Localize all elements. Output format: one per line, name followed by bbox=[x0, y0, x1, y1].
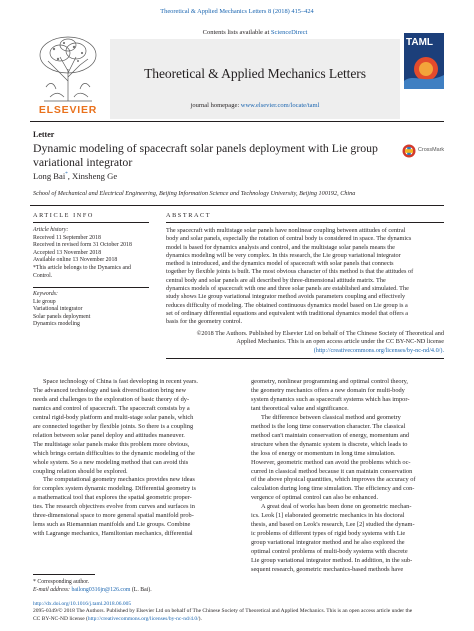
journal-cover bbox=[404, 33, 444, 89]
authors bbox=[33, 171, 117, 181]
body-line: group variational integrator method and he also explored the bbox=[251, 539, 405, 547]
contents-line bbox=[110, 29, 400, 37]
email-line bbox=[33, 587, 243, 595]
footer-license-suffix: ). bbox=[198, 615, 202, 622]
crossmark-icon bbox=[402, 144, 416, 158]
body-line: system dynamics such as spacecraft systems which has impor- bbox=[251, 395, 410, 403]
history-heading: Article history: bbox=[33, 227, 69, 233]
elsevier-tree-icon bbox=[30, 31, 106, 103]
contents-prefix: Contents lists available at bbox=[202, 29, 271, 36]
history-item: Control. bbox=[33, 272, 53, 279]
author-first: Long Bai bbox=[33, 171, 66, 181]
abstract-line: set of ordinary differential equations and equivalent with traditional dynamics model that offers a bbox=[166, 309, 409, 317]
history-item: Received 11 September 2018 bbox=[33, 234, 101, 241]
body-line: The advanced technology and task diversification bring new bbox=[33, 386, 187, 394]
article-info-heading: ARTICLE INFO bbox=[33, 212, 94, 219]
sciencedirect-link[interactable]: ScienceDirect bbox=[270, 29, 308, 36]
body-line: method is the long time conservation character. The classical bbox=[251, 422, 406, 430]
abstract-line: dynamics modeling will be very complex. In this research, the Lie group variational integrator bbox=[166, 251, 401, 259]
abstract-line: model is based for dynamics analysis and control, and the multistage solar panels means the bbox=[166, 243, 395, 251]
doi-link[interactable]: http://dx.doi.org/10.1016/j.taml.2018.06.005 bbox=[33, 601, 132, 607]
footnote-rule bbox=[33, 574, 95, 575]
homepage-line bbox=[110, 102, 400, 110]
body-line: vergence of optimal control can also be enhanced. bbox=[251, 494, 379, 502]
body-line: coupling relation should be explored. bbox=[33, 467, 128, 475]
history-item: Received in revised form 31 October 2018 bbox=[33, 242, 132, 249]
keyword-item: Lie group bbox=[33, 298, 56, 305]
abstract-line: central body and solar panels are all described by three-dimensional attitude matrix. The bbox=[166, 276, 386, 284]
body-line: Space technology of China is fast developing in recent years. bbox=[43, 378, 199, 385]
abstract-line: body and solar panels, especially the rotation of central body is considered in space. The dynamics bbox=[166, 235, 412, 243]
footer-license-link[interactable]: http://creativecommons.org/licenses/by-nc-nd/4.0/ bbox=[87, 615, 199, 622]
abstract-line: method is introduced, and the dynamics model of spacecraft with solar panels that connects bbox=[166, 260, 394, 268]
body-line: the loss of energy or momentum in long time simulation. bbox=[251, 449, 396, 457]
abstract-line: together by flexible joints is built. The most obvious character of this method is that the attitudes of bbox=[166, 268, 414, 276]
body-line: which brings certain difficulties to the dynamic modeling of the bbox=[33, 449, 195, 457]
body-line: of the above physical quantities, which improves the accuracy of bbox=[251, 476, 416, 484]
cover-title: TAML bbox=[406, 37, 434, 48]
author-mark[interactable]: * bbox=[65, 172, 68, 178]
body-line: whole system. So a new modeling method that can avoid this bbox=[33, 458, 189, 466]
abstract-line: study shows Lie group variational integrator method avoids parameters coupling and effectively bbox=[166, 293, 406, 301]
body-line: a mathematical tool that explores the spatial geometric proper- bbox=[33, 494, 192, 502]
keywords-heading: Keywords: bbox=[33, 291, 58, 297]
keyword-item: Solar panels deployment bbox=[33, 313, 91, 320]
body-line: relation between solar panel deploy and attitudes maneuver. bbox=[33, 431, 185, 439]
body-line: A great deal of works has been done on geometric mechan- bbox=[261, 503, 412, 511]
history-item: *This article belongs to the Dynamics and bbox=[33, 264, 131, 271]
homepage-link[interactable]: www.elsevier.com/locate/taml bbox=[240, 102, 320, 109]
copyright-line: Applied Mechanics. This is an open access article under the CC BY-NC-ND license bbox=[236, 338, 444, 346]
publisher-logo-text: ELSEVIER bbox=[38, 104, 98, 116]
history-item: Available online 13 November 2018 bbox=[33, 257, 118, 264]
corresponding-author-note: * Corresponding author. bbox=[33, 579, 90, 585]
abstract-rule bbox=[166, 222, 444, 223]
article-type: Letter bbox=[33, 130, 55, 139]
footnote bbox=[33, 579, 243, 594]
abstract-line: The spacecraft with multistage solar panels have nonlinear coupling between attitudes of central bbox=[166, 227, 406, 234]
body-line: central rigid-body platform and multi-stage solar panels, which bbox=[33, 413, 194, 421]
body-line: sequent research, geometric mechanics-based methods have bbox=[251, 566, 404, 574]
title-line: variational integrator bbox=[33, 155, 133, 169]
body-line: for complex system dynamic modeling. Differential geometry is bbox=[33, 485, 197, 493]
body-line: lems such as Riemannian manifolds and Lie groups. Combine bbox=[33, 521, 191, 529]
crossmark-badge[interactable] bbox=[402, 143, 446, 161]
body-line: structure when the dynamic system is discrete, which leads to bbox=[251, 440, 408, 448]
body-line: However, geometric method can avoid the problems which oc- bbox=[251, 458, 411, 466]
keywords-rule bbox=[33, 287, 149, 288]
affiliation-rule bbox=[30, 205, 444, 206]
body-line: The multistage solar panels make this problem more obvious, bbox=[33, 440, 190, 448]
body-column-right bbox=[251, 378, 453, 575]
abstract-line: dynamics models of spacecraft with one and three solar panels are established and simulated. The bbox=[166, 285, 409, 293]
masthead-rule bbox=[30, 121, 444, 122]
body-line: geometry, nonlinear programming and optimal control theory, bbox=[251, 378, 409, 385]
body-line: tant theoretical value and significance. bbox=[251, 404, 349, 412]
article-title bbox=[33, 141, 398, 169]
footer-license-line: 2095-0349/© 2018 The Authors. Published by Elsevier Ltd on behalf of The Chinese Society of Theoretical and Applied Mechanics. This is an open access article under the bbox=[33, 608, 413, 615]
affiliation: School of Mechanical and Electrical Engineering, Beijing Information Science and Technology University, Beijing 100192, China bbox=[33, 190, 356, 197]
masthead bbox=[30, 29, 444, 121]
footer-license-prefix: CC BY-NC-ND license ( bbox=[33, 615, 88, 622]
body-column-left bbox=[33, 378, 235, 539]
footer-license-line-2 bbox=[33, 616, 453, 623]
abstract-heading: ABSTRACT bbox=[166, 212, 212, 219]
email-suffix: (L. Bai). bbox=[130, 586, 152, 593]
abstract-bottom-rule bbox=[166, 358, 444, 359]
body-line: are connected together by flexible joints. So there is a coupling bbox=[33, 422, 194, 430]
body-line: optimal control problems of multi-body systems with discrete bbox=[251, 548, 408, 556]
body-line: Lie group variational integrator method. In addition, in the sub- bbox=[251, 557, 413, 565]
email-label: E-mail address: bbox=[33, 586, 72, 593]
abstract-copyright bbox=[166, 330, 444, 355]
body-line: ic problems of different types of rigid body systems with Lie bbox=[251, 530, 406, 538]
page-footer bbox=[33, 601, 453, 623]
abstract-line: basis for the geometry control. bbox=[166, 318, 243, 326]
history-item: Accepted 13 November 2018 bbox=[33, 249, 102, 256]
abstract-line: reduces difficulty of modeling. The obtained continuous dynamics model based on Lie group is a bbox=[166, 301, 408, 309]
homepage-prefix: journal homepage: bbox=[190, 102, 241, 109]
body-line: the geometry mechanics offers a new domain for multi-body bbox=[251, 386, 405, 394]
elsevier-logo bbox=[30, 31, 106, 117]
body-line: ics. Leok [1] elaborated geometric mechanics in his doctoral bbox=[251, 512, 405, 520]
body-line: thesis, and based on Leok's research, Lee [2] studied the dynam- bbox=[251, 521, 415, 529]
article-history bbox=[33, 227, 149, 280]
crossmark-label: CrossMark bbox=[418, 147, 445, 153]
keyword-item: Dynamics modeling bbox=[33, 321, 80, 328]
keyword-item: Variational integrator bbox=[33, 306, 83, 313]
body-line: method can't maintain conservation of energy, momentum and bbox=[251, 431, 410, 439]
body-line: with Lagrange mechanics, Hamiltonian mechanics, differential bbox=[33, 530, 193, 538]
cover-artwork-icon bbox=[404, 51, 444, 89]
author-rest: , Xinsheng Ge bbox=[67, 171, 118, 181]
body-line: ties. The research objectives evolve from curves and surfaces in bbox=[33, 503, 195, 511]
keywords bbox=[33, 291, 149, 329]
journal-reference[interactable]: Theoretical & Applied Mechanics Letters 8 (2018) 415–424 bbox=[160, 8, 314, 15]
body-line: needs and challenges to the exploration of basic theory of dy- bbox=[33, 395, 190, 403]
journal-title: Theoretical & Applied Mechanics Letters bbox=[144, 66, 366, 81]
email-link[interactable]: bailong0316jn@126.com bbox=[71, 586, 131, 593]
abstract-body bbox=[166, 227, 448, 327]
body-line: The computational geometry mechanics provides new ideas bbox=[43, 476, 195, 484]
title-line: Dynamic modeling of spacecraft solar panels deployment with Lie group bbox=[33, 141, 378, 155]
copyright-line: ©2018 The Authors. Published by Elsevier Ltd on behalf of The Chinese Society of Theoretical and bbox=[196, 330, 444, 337]
license-link[interactable]: (http://creativecommons.org/licenses/by-nc-nd/4.0/). bbox=[313, 346, 444, 354]
body-line: The difference between classical method and geometry bbox=[261, 413, 401, 421]
body-line: calculation during long time simulation. The efficiency and con- bbox=[251, 485, 415, 493]
body-line: curred in classical method because it can maintain conservation bbox=[251, 467, 413, 475]
body-line: namics and control of spacecraft. The spacecraft consists by a bbox=[33, 404, 190, 412]
article-info-rule bbox=[33, 222, 149, 223]
body-line: three-dimensional space to more general spatial manifold prob- bbox=[33, 512, 194, 520]
